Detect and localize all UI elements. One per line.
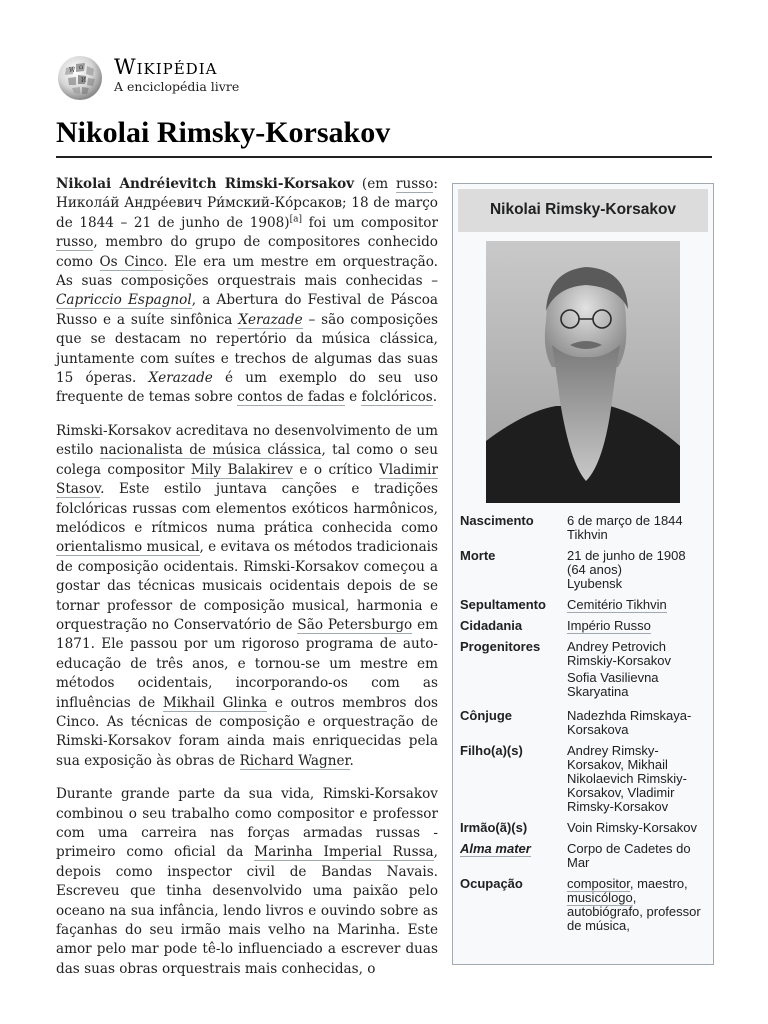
paragraph-style: Rimski-Korsakov acreditava no desenvolvimento de um estilo nacionalista de música clássica, tal como o seu colega compositor Mily Balakirev e o crítico Vladimir Stasov. Este estilo juntava canções e tradições folclóricas russas com elementos exóticos harmônicos, melódicos e rítmicos numa prática conhecida como orientalismo musical, e evitava os métodos tradicionais de composição ocidentais. Rimski-Korsakov começou a gostar das técnicas musicais ocidentais depois de se tornar professor de composição musical, harmonia e orquestração no Conservatório de São Petersburgo em 1871. Ele passou por um rigoroso programa de auto-educação de três anos, e tornou-se um mestre em métodos ocidentais, incorporando-os com as influências de Mikhail Glinka e outros membros dos Cinco. As técnicas de composição e orquestração de Rimski-Korsakov foram ainda mais enriquecidas pela sua exposição às obras de Richard Wagner. <box>56 422 439 769</box>
infobox-table <box>460 514 710 940</box>
link-russo-2[interactable]: russo <box>56 234 94 251</box>
link-alma-mater[interactable]: Alma mater <box>460 841 531 856</box>
link-capriccio-espagnol[interactable]: Capriccio Espagnol <box>56 292 192 309</box>
link-mikhail-glinka[interactable]: Mikhail Glinka <box>162 694 268 711</box>
svg-text:Ω: Ω <box>79 65 84 71</box>
link-compositor[interactable]: compositor <box>567 876 630 891</box>
link-sao-petersburgo[interactable]: São Petersburgo <box>297 616 413 633</box>
svg-text:W: W <box>69 67 76 74</box>
link-nacionalista[interactable]: nacionalista de música clássica <box>99 442 322 459</box>
wikipedia-globe-icon[interactable] <box>56 54 104 102</box>
infobox-title: Nikolai Rimsky-Korsakov <box>458 189 708 232</box>
link-mily-balakirev[interactable]: Mily Balakirev <box>190 461 293 478</box>
row-filhos: Filho(a)(s) Andrey Rimsky-Korsakov, Mikhail Nikolaevich Rimskiy-Korsakov, Vladimir Rimsky-Korsakov <box>460 743 687 814</box>
footnote-a[interactable]: [a] <box>289 214 302 225</box>
row-progenitores: Progenitores Andrey Petrovich Rimskiy-Korsakov Sofia Vasilievna Skaryatina <box>460 639 672 699</box>
row-cidadania: Cidadania Império Russo <box>460 618 651 633</box>
row-nascimento: Nascimento 6 de março de 1844 Tikhvin <box>460 513 683 542</box>
link-russo[interactable]: russo <box>396 176 434 192</box>
link-vladimir-stasov[interactable]: Vladimir Stasov <box>56 461 439 498</box>
row-sepultamento: Sepultamento Cemitério Tikhvin <box>460 597 667 612</box>
link-folcloricos[interactable]: folclóricos <box>361 389 433 406</box>
row-ocupacao: Ocupação compositor, maestro, musicólogo, autobiógrafo, professor de música, <box>460 876 701 933</box>
paragraph-intro: Nikolai Andréievitch Rimski-Korsakov (em russo: Никола́й Андре́евич Ри́мский-Ко́рсаков; 18 de março de 1844 – 21 de junho de 1908)[a] foi um compositor russo, membro do grupo de compositores conhecido como Os Cinco. Ele era um mestre em orquestração. As suas composições orquestrais mais conhecidas – Capriccio Espagnol, a Abertura do Festival de Páscoa Russo e a suíte sinfônica Xerazade – são composições que se destacam no repertório da música clássica, juntamente com suítes e trechos de algumas das suas 15 óperas. Xerazade é um exemplo do seu uso frequente de temas sobre contos de fadas e folclóricos. <box>56 176 438 406</box>
link-marinha-imperial-russa[interactable]: Marinha Imperial Russa <box>254 844 434 861</box>
link-os-cinco[interactable]: Os Cinco <box>99 253 164 270</box>
link-contos-de-fadas[interactable]: contos de fadas <box>237 389 345 406</box>
article-body <box>56 175 438 993</box>
paragraph-career: Durante grande parte da sua vida, Rimski-Korsakov combinou o seu trabalho como compositor e professor com uma carreira nas forças armadas russas - primeiro como oficial da Marinha Imperial Russa, depois como inspector civil de Bandas Navais. Escreveu que tinha desenvolvido uma paixão pelo oceano na sua infância, lendo livros e ouvindo sobre as façanhas do seu irmão mais velho na Marinha. Este amor pelo mar pode tê-lo influenciado a escrever duas das suas obras orquestrais mais conhecidas, o <box>56 786 438 977</box>
link-richard-wagner[interactable]: Richard Wagner <box>239 752 350 769</box>
link-orientalismo-musical[interactable]: orientalismo musical <box>56 539 200 556</box>
site-wordmark[interactable]: Wikipédia <box>114 55 218 79</box>
infobox <box>452 183 714 965</box>
row-morte: Morte 21 de junho de 1908 (64 anos) Lyubensk <box>460 548 686 591</box>
page-title: Nikolai Rimsky-Korsakov <box>56 116 712 158</box>
row-conjuge: Cônjuge Nadezhda Rimskaya-Korsakova <box>460 708 692 737</box>
link-imperio-russo[interactable]: Império Russo <box>567 618 651 633</box>
portrait-image[interactable] <box>486 241 680 503</box>
subject-name: Nikolai Andréievitch Rimski-Korsakov <box>56 176 355 192</box>
row-alma-mater: Alma mater Corpo de Cadetes do Mar <box>460 841 691 870</box>
link-xerazade[interactable]: Xerazade <box>238 311 303 328</box>
link-musicologo[interactable]: musicólogo <box>567 890 633 905</box>
row-irmaos: Irmão(ã)(s) Voin Rimsky-Korsakov <box>460 820 698 835</box>
svg-text:И: И <box>81 77 87 84</box>
link-cemiterio-tikhvin[interactable]: Cemitério Tikhvin <box>567 597 667 612</box>
site-header <box>56 52 356 100</box>
site-tagline: A enciclopédia livre <box>114 79 240 94</box>
